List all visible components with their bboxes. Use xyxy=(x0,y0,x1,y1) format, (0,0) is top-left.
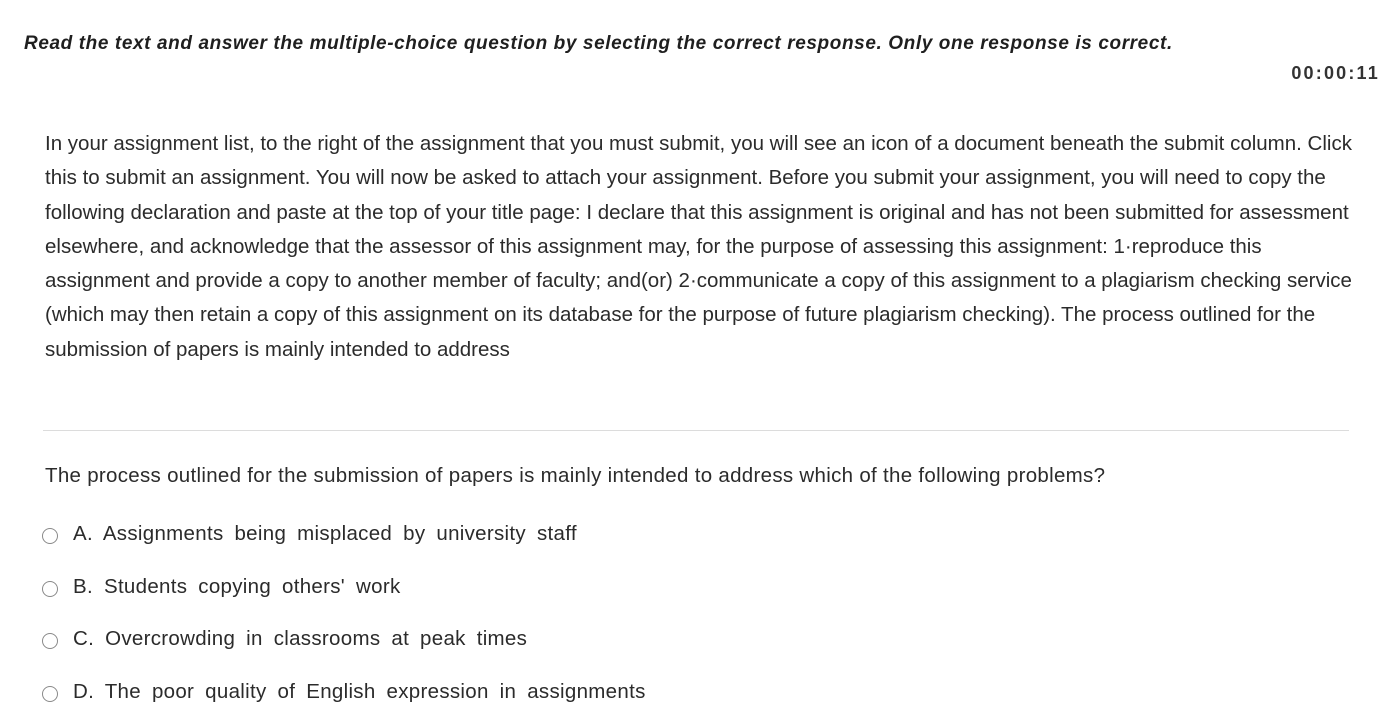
radio-button-icon[interactable] xyxy=(42,686,58,702)
question-text: The process outlined for the submission of papers is mainly intended to address which of the following problems? xyxy=(45,464,1105,488)
instruction-text: Read the text and answer the multiple-choice question by selecting the correct response. Only one response is correct. xyxy=(24,33,1173,55)
reading-passage: In your assignment list, to the right of the assignment that you must submit, you will see an icon of a document beneath the submit column. Click this to submit an assignment. You will now be asked to attach your assignment. Before you submit your assignment, you will need to copy the following declaration and paste at the top of your title page: I declare that this assignment is original and has not been submitted for assessment elsewhere, and acknowledge that the assessor of this assignment may, for the purpose of assessing this assignment: 1·reproduce this assignment and provide a copy to another member of faculty; and(or) 2·communicate a copy of this assignment to a plagiarism checking service (which may then retain a copy of this assignment on its database for the purpose of future plagiarism checking). The process outlined for the submission of papers is mainly intended to address xyxy=(45,127,1353,367)
option-b[interactable] xyxy=(42,565,646,618)
option-a[interactable] xyxy=(42,512,646,565)
option-label[interactable]: D. The poor quality of English expression in assignments xyxy=(73,680,646,704)
answer-options xyxy=(42,512,646,722)
option-label[interactable]: C. Overcrowding in classrooms at peak times xyxy=(73,627,527,651)
option-c[interactable] xyxy=(42,617,646,670)
divider xyxy=(43,430,1349,431)
option-label[interactable]: A. Assignments being misplaced by university staff xyxy=(73,522,577,546)
radio-button-icon[interactable] xyxy=(42,633,58,649)
option-label[interactable]: B. Students copying others' work xyxy=(73,575,401,599)
countdown-timer: 00:00:11 xyxy=(1291,63,1380,84)
option-d[interactable] xyxy=(42,670,646,722)
radio-button-icon[interactable] xyxy=(42,581,58,597)
radio-button-icon[interactable] xyxy=(42,528,58,544)
